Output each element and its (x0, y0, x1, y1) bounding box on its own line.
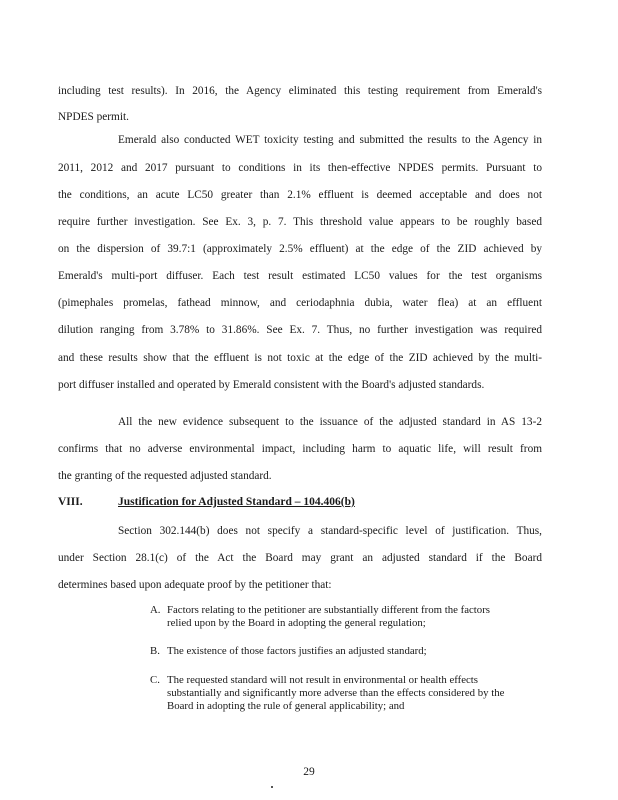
body-line-15: the granting of the requested adjusted standard. (58, 470, 272, 482)
body-line-2: NPDES permit. (58, 111, 129, 123)
body-line-6: require further investigation. See Ex. 3, p. 7. This threshold value appears to be roughly based (58, 216, 542, 228)
list-item-label: C. (150, 674, 160, 686)
list-item-text (167, 645, 543, 658)
body-line-16: Section 302.144(b) does not specify a standard-specific level of justification. Thus, (118, 525, 542, 537)
body-line-8: Emerald's multi-port diffuser. Each test result estimated LC50 values for the test organisms (58, 270, 542, 282)
body-line-9: (pimephales promelas, fathead minnow, and ceriodaphnia dubia, water flea) at an effluent (58, 297, 542, 309)
page-number: 29 (303, 766, 315, 778)
list-item-line: The requested standard will not result in environmental or health effects (167, 674, 479, 686)
list-item-label: A. (150, 604, 161, 616)
body-line-18: determines based upon adequate proof by the petitioner that: (58, 579, 332, 591)
body-line-12: port diffuser installed and operated by Emerald consistent with the Board's adjusted standards. (58, 379, 485, 391)
scan-speck (271, 786, 273, 788)
list-item-text (167, 674, 543, 713)
body-line-4: 2011, 2012 and 2017 pursuant to conditions in its then-effective NPDES permits. Pursuant to (58, 162, 542, 174)
body-line-10: dilution ranging from 3.78% to 31.86%. See Ex. 7. Thus, no further investigation was required (58, 324, 542, 336)
body-line-13: All the new evidence subsequent to the issuance of the adjusted standard in AS 13-2 (118, 416, 542, 428)
body-line-7: on the dispersion of 39.7:1 (approximately 2.5% effluent) at the edge of the ZID achieved by (58, 243, 542, 255)
list-item-line: Factors relating to the petitioner are substantially different from the factors (167, 604, 490, 616)
section-heading: Justification for Adjusted Standard – 104.406(b) (118, 496, 355, 508)
list-item-label: B. (150, 645, 160, 657)
body-line-17: under Section 28.1(c) of the Act the Board may grant an adjusted standard if the Board (58, 552, 542, 564)
list-item-line: The existence of those factors justifies an adjusted standard; (167, 645, 427, 657)
list-item-text (167, 604, 543, 630)
section-number: VIII. (58, 496, 83, 508)
list-item-line: substantially and significantly more adverse than the effects considered by the (167, 687, 505, 699)
body-line-5: the conditions, an acute LC50 greater than 2.1% effluent is deemed acceptable and does not (58, 189, 542, 201)
body-line-14: confirms that no adverse environmental impact, including harm to aquatic life, will result from (58, 443, 542, 455)
body-line-11: and these results show that the effluent is not toxic at the edge of the ZID achieved by the multi- (58, 352, 542, 364)
body-line-1: including test results). In 2016, the Agency eliminated this testing requirement from Emerald's (58, 85, 542, 97)
list-item-line: relied upon by the Board in adopting the general regulation; (167, 617, 426, 629)
list-item-line: Board in adopting the rule of general applicability; and (167, 700, 405, 712)
body-line-3: Emerald also conducted WET toxicity testing and submitted the results to the Agency in (118, 134, 542, 146)
